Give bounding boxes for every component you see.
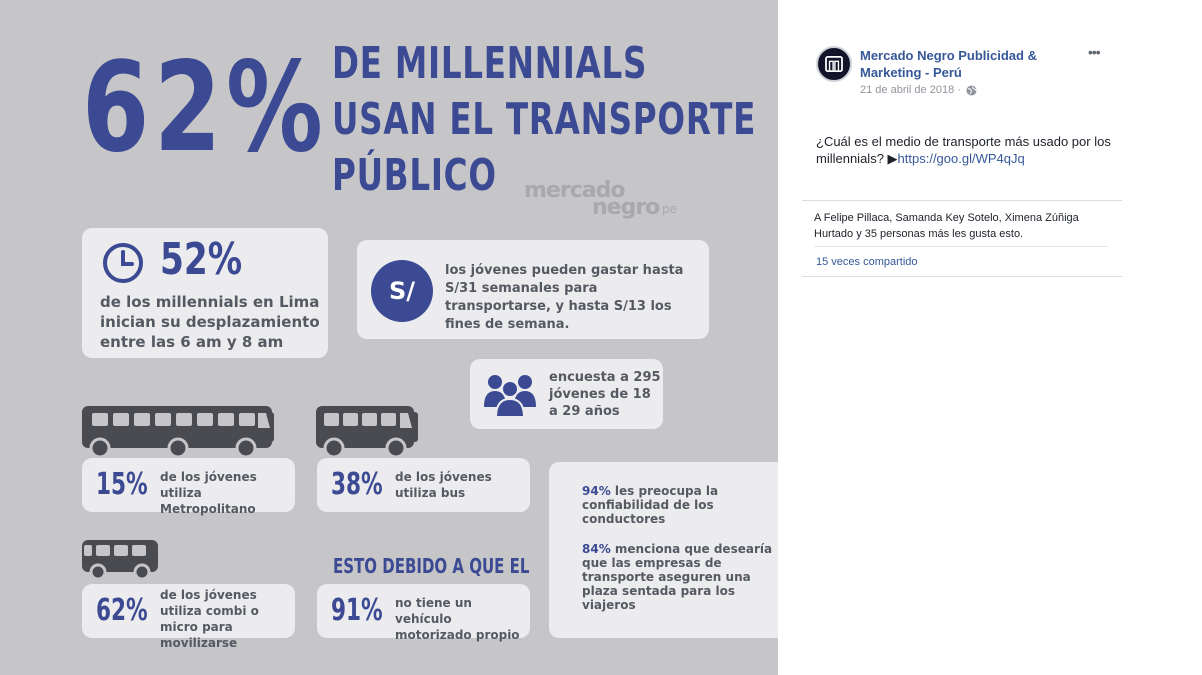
hero-title-line-1: DE MILLENNIALS (332, 38, 648, 89)
concern-reliability-text: les preocupa la confiabilidad de los conductores (582, 484, 719, 526)
vehicle-description: no tiene un vehículo motorizado propio (395, 596, 520, 642)
shares-count-link[interactable]: 15 veces compartido (816, 256, 918, 268)
concerns-card (549, 462, 778, 638)
clock-icon (102, 242, 144, 284)
time-stat-card (82, 228, 328, 358)
vehicle-ownership-card (317, 584, 530, 642)
concern-reliability-percent: 94% (582, 484, 611, 498)
divider (802, 200, 1122, 201)
post-panel (778, 0, 1202, 675)
bus-percent: 38% (331, 467, 383, 502)
divider (802, 276, 1122, 277)
people-group-icon (484, 371, 536, 417)
hero-percent: 62% (82, 36, 328, 180)
concern-seating-percent: 84% (582, 542, 611, 556)
globe-icon (966, 85, 977, 96)
survey-description: encuesta a 295 jóvenes de 18 a 29 años (549, 370, 661, 419)
page-name-link[interactable]: Mercado Negro Publicidad & Marketing - Perú (860, 48, 1037, 80)
logo-word-negro: negro (592, 195, 660, 220)
vehicle-percent: 91% (331, 593, 383, 628)
hero-title-line-3: PÚBLICO (332, 150, 497, 201)
time-description: de los millennials en Lima inician su desplazamiento entre las 6 am y 8 am (100, 293, 320, 351)
metropolitano-percent: 15% (96, 467, 148, 502)
metropolitano-stat-card (82, 458, 295, 516)
combi-description: de los jóvenes utiliza combi o micro para movilizarse (160, 588, 259, 650)
long-bus-icon (82, 406, 274, 458)
concern-seating (582, 542, 778, 612)
bus-description: de los jóvenes utiliza bus (395, 470, 492, 500)
time-percent: 52% (160, 234, 243, 285)
currency-icon: S/ (371, 260, 433, 322)
likes-summary[interactable]: A Felipe Pillaca, Samanda Key Sotelo, Ximena Zúñiga Hurtado y 35 personas más les gusta esto. (814, 212, 1079, 240)
survey-card (470, 359, 663, 429)
logo-suffix: pe (662, 202, 677, 216)
spending-stat-card (357, 240, 709, 339)
concern-seating-text: menciona que desearía que las empresas de transporte aseguren una plaza sentada para los viajeros (582, 542, 773, 612)
divider (814, 246, 1108, 247)
post-timestamp[interactable]: 21 de abril de 2018 · (860, 84, 961, 96)
concern-reliability (582, 484, 778, 526)
bus-stat-card (317, 458, 530, 512)
metropolitano-description: de los jóvenes utiliza Metropolitano (160, 470, 257, 516)
post-link[interactable]: https://goo.gl/WP4qJq (897, 151, 1025, 166)
combi-van-icon (82, 540, 160, 580)
page-avatar[interactable] (816, 46, 852, 82)
reason-heading: ESTO DEBIDO A QUE EL (333, 554, 530, 578)
hero-title-line-2: USAN EL TRANSPORTE (332, 94, 757, 145)
spending-description: los jóvenes pueden gastar hasta S/31 semanales para transportarse, y hasta S/13 los fines de semana. (445, 263, 684, 332)
logo-word-mercado: mercado (524, 178, 625, 203)
mercado-negro-logo (524, 178, 684, 222)
post-message: ¿Cuál es el medio de transporte más usado por los millennials? ▶ (816, 134, 1111, 166)
more-options-button[interactable]: ••• (1088, 44, 1100, 60)
combi-percent: 62% (96, 593, 148, 628)
bus-icon (316, 406, 418, 458)
post-text (816, 133, 1126, 167)
combi-stat-card (82, 584, 295, 650)
